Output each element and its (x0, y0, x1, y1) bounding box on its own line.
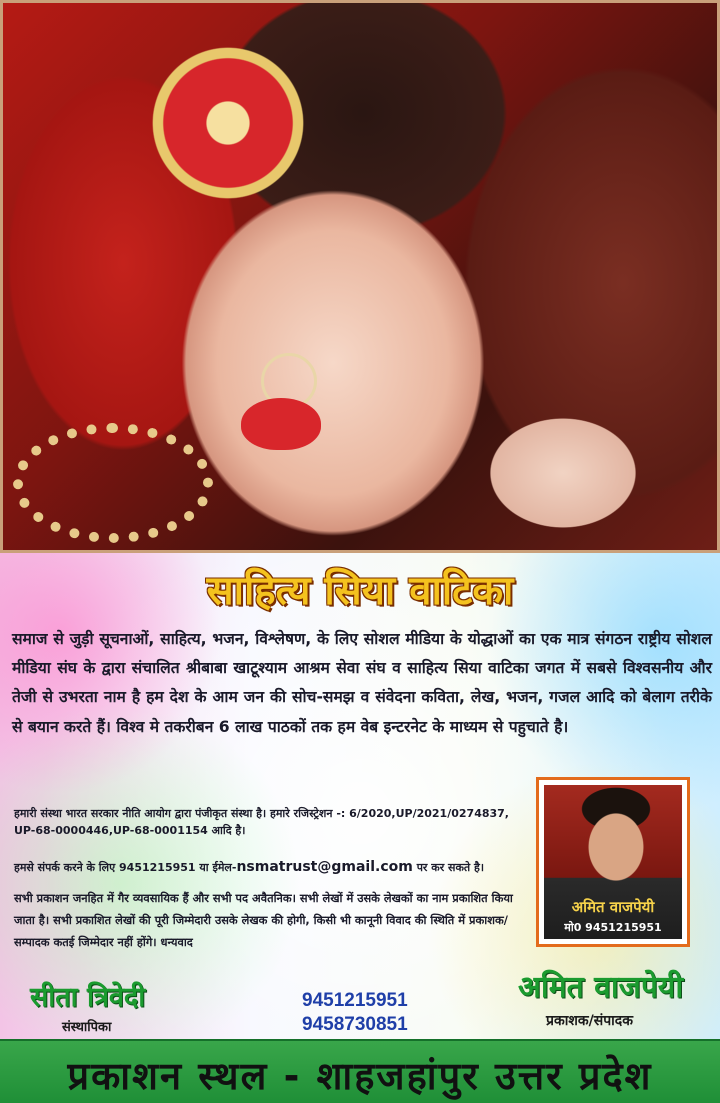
portrait-name: अमित वाजपेयी (571, 898, 655, 916)
email-address: nsmatrust@gmail.com (236, 859, 413, 875)
portrait-photo (544, 785, 682, 939)
disclaimer-text: सभी प्रकाशन जनहित में गैर व्यवसायिक हैं और सभी पद अवैतनिक। सभी लेखों में उसके लेखकों का नाम प्रकाशित किया जाता है। सभी प्रकाशित लेखों की पूरी जिम्मेदारी उसके लेखक की होगी, किसी भी कानूनी विवाद की स्थिति में प्रकाशक/सम्पादक कतई जिम्मेदार नहीं होंगे। धन्यवाद (14, 891, 513, 949)
lips (241, 398, 321, 450)
info-panel (0, 553, 720, 1103)
editor-portrait (536, 777, 690, 947)
footer-banner (0, 1039, 720, 1103)
contact-prefix: हमसे संपर्क करने के लिए 9451215951 या ईमेल- (14, 861, 237, 874)
phone-numbers (302, 989, 442, 1037)
footer-text: प्रकाशन स्थल - शाहजहांपुर उत्तर प्रदेश (67, 1054, 653, 1098)
page-title: साहित्य सिया वाटिका (206, 568, 514, 614)
portrait-mobile: मो0 9451215951 (564, 921, 662, 934)
publisher-role: प्रकाशक/संपादक (546, 1013, 633, 1029)
founder-name: सीता त्रिवेदी (30, 982, 146, 1013)
publisher-name: अमित वाजपेयी (518, 970, 684, 1005)
intro-paragraph: समाज से जुड़ी सूचनाओं, साहित्य, भजन, विश्लेषण, के लिए सोशल मीडिया के योद्धाओं का एक मात्र संगठन राष्ट्रीय सोशल मीडिया संघ के द्वारा संचालित श्रीबाबा खाटूश्याम आश्रम सेवा संघ व साहित्य सिया वाटिका जगत में सबसे विश्वसनीय और तेजी से उभरता नाम है हम देश के आम जन की सोच-समझ व संवेदना कविता, लेख, भजन, गजल आदि को बेलाग तरीके से बयान करते हैं। विश्व मे तकरीबन 6 लाख पाठकों तक हम वेब इन्टरनेट के माध्यम से पहुचाते है। (12, 630, 712, 736)
phone-number-1: 9451215951 (302, 990, 408, 1011)
founder-role: संस्थापिका (62, 1020, 112, 1035)
contact-line (14, 859, 534, 876)
headpiece-ornament (121, 19, 335, 227)
phone-number-2: 9458730851 (302, 1014, 408, 1035)
registration-text: हमारी संस्था भारत सरकार नीति आयोग द्वारा पंजीकृत संस्था है। हमारे रजिस्ट्रेशन -: 6/2020,UP/2021/0274837, UP-68-0000446,UP-68-0001154 आदि है। (14, 807, 509, 837)
contact-suffix: पर कर सकते है। (412, 861, 485, 874)
necklace (13, 423, 213, 543)
